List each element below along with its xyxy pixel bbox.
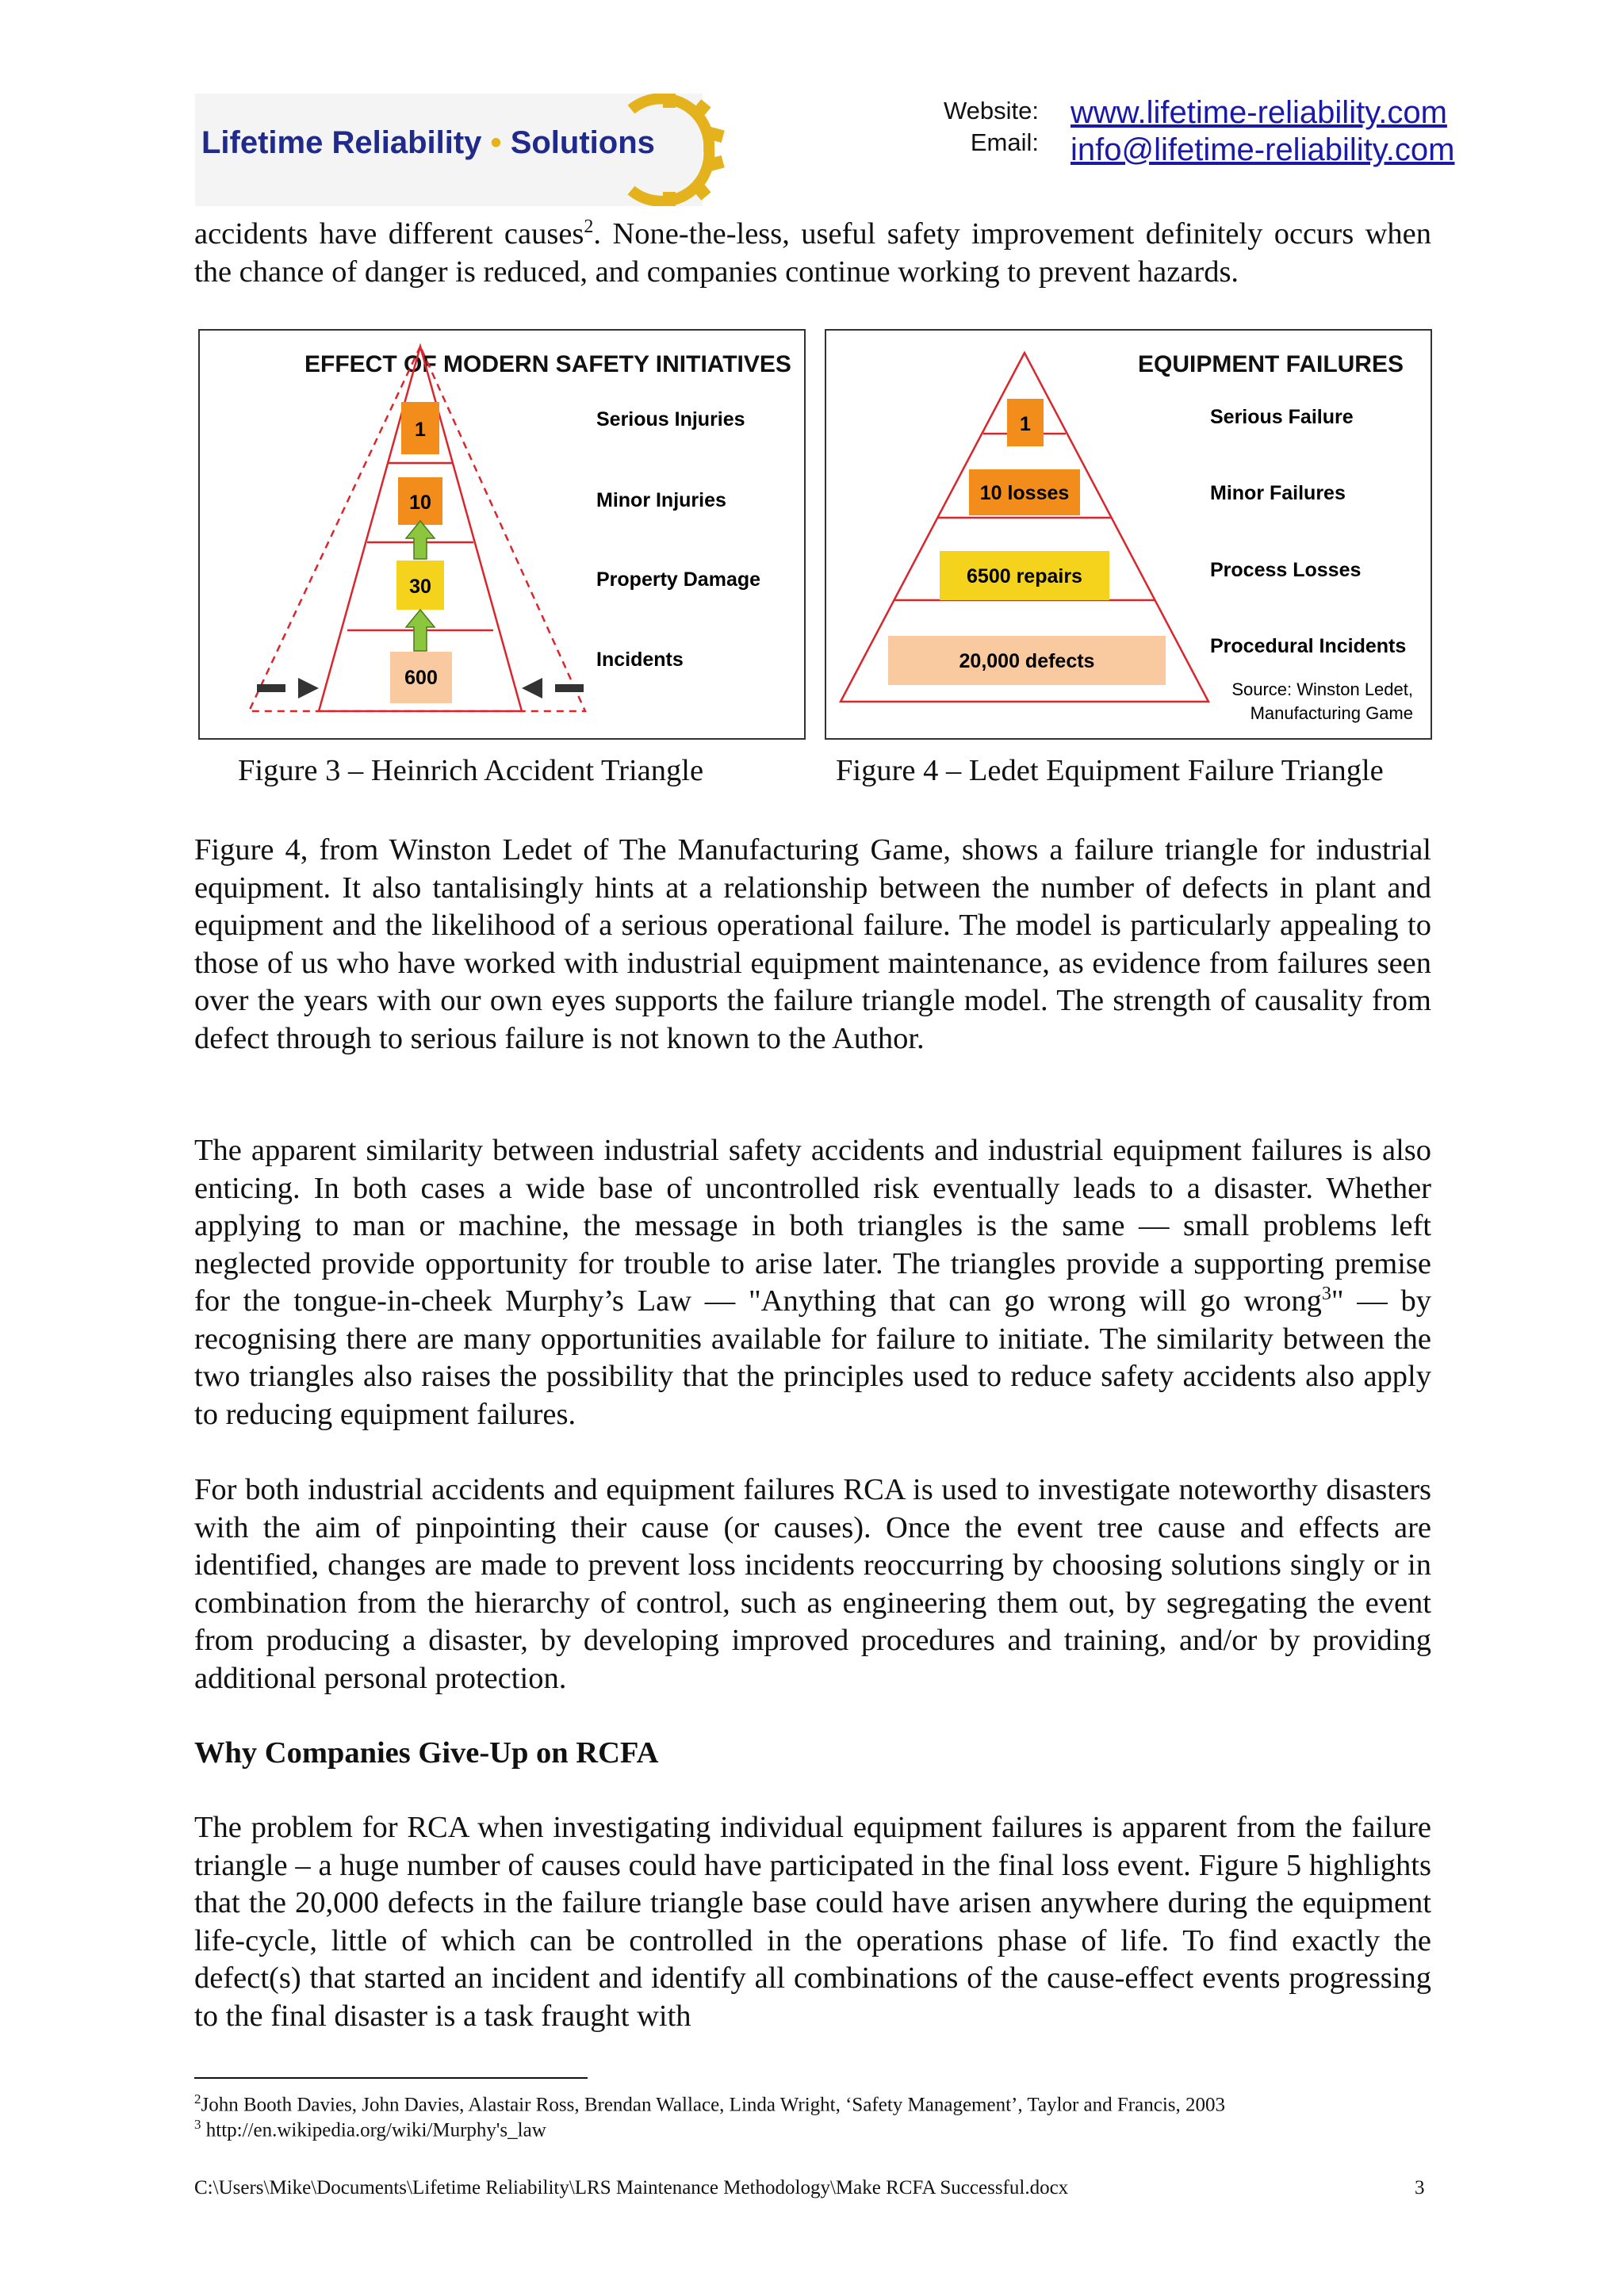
level-value: 10 [409, 492, 431, 514]
level-value: 600 [404, 667, 438, 689]
figure-4-title: EQUIPMENT FAILURES [1137, 351, 1404, 377]
text-span: The apparent similarity between industrial safety accidents and industrial equipment failures is also enticing. In both cases a wide base of uncontrolled risk eventually leads to a disaster. Whether applying to man or machine, the message in both triangles is the same — small problems left neglected provide opportunity for trouble to arise later. The triangles provide a supporting premise for the tongue-in-cheek Murphy’s Law — "Anything that can go wrong will go wrong [194, 1134, 1431, 1318]
left-dash-icon [257, 684, 285, 692]
text-span: . None-the-less, useful safety improvement definitely occurs when the chance of danger is reduced, and companies continue working to prevent hazards. [194, 217, 1431, 289]
heinrich-triangle-diagram [200, 331, 804, 738]
logo-wordmark [201, 125, 655, 161]
text-span: " — by recognising there are many opportunities available for failure to initiate. The similarity between the two triangles also raises the possibility that the principles used to reduce safety accidents also apply to reducing equipment failures. [194, 1284, 1432, 1431]
logo-accent: Solutions [510, 125, 655, 160]
right-dash-icon [555, 684, 584, 692]
footnote-3 [194, 2117, 546, 2141]
level-label: Serious Failure [1210, 406, 1354, 428]
section-heading: Why Companies Give-Up on RCFA [194, 1736, 659, 1770]
figure-4-source: Source: Winston Ledet, [1231, 679, 1413, 699]
figure-3-heinrich-triangle [198, 329, 806, 740]
figure-4-caption: Figure 4 – Ledet Equipment Failure Triangle [836, 754, 1384, 787]
email-label: Email: [970, 128, 1039, 156]
level-label: Property Damage [596, 568, 761, 591]
figure-3-caption: Figure 3 – Heinrich Accident Triangle [238, 754, 704, 787]
level-label: Incidents [596, 649, 684, 671]
company-logo [195, 94, 703, 206]
text-span: accidents have different causes [194, 217, 584, 251]
level-label: Minor Failures [1210, 482, 1346, 504]
footnote-number: 3 [194, 2117, 201, 2132]
paragraph-similarity [194, 1132, 1431, 1433]
level-value: 20,000 defects [959, 650, 1095, 672]
level-value: 6500 repairs [967, 565, 1082, 587]
figure-4-ledet-triangle [825, 329, 1432, 740]
logo-dot: • [490, 125, 502, 160]
email-link[interactable]: info@lifetime-reliability.com [1071, 132, 1455, 167]
gear-icon [615, 94, 726, 206]
footnote-2 [194, 2091, 1225, 2116]
level-label: Serious Injuries [596, 408, 745, 430]
website-link[interactable]: www.lifetime-reliability.com [1071, 95, 1447, 130]
footnote-number: 2 [194, 2091, 201, 2107]
footnote-link[interactable]: http://en.wikipedia.org/wiki/Murphy's_law [201, 2119, 546, 2141]
figure-4-source: Manufacturing Game [1250, 703, 1413, 723]
paragraph-figure4: Figure 4, from Winston Ledet of The Manufacturing Game, shows a failure triangle for industrial equipment. It also tantalisingly hints at a relationship between the number of defects in plant and equipment and the likelihood of a serious operational failure. The model is particularly appealing to those of us who have worked with industrial equipment maintenance, as evidence from failures seen over the years with our own eyes supports the failure triangle model. The strength of causality from defect through to serious failure is not known to the Author. [194, 833, 1431, 1055]
paragraph-problem: The problem for RCA when investigating individual equipment failures is apparent from the failure triangle – a huge number of causes could have participated in the final loss event. Figure 5 highlights that the 20,000 defects in the failure triangle base could have arisen anywhere during the equipment life-cycle, little of which can be controlled in the operations phase of life. To find exactly the defect(s) that started an incident and identify all combinations of the cause-effect events progressing to the final disaster is a task fraught with [194, 1811, 1431, 2033]
logo-brand: Lifetime Reliability [201, 125, 482, 160]
paragraph-rca: For both industrial accidents and equipment failures RCA is used to investigate noteworthy disasters with the aim of pinpointing their cause (or causes). Once the event tree cause and effects are identified, changes are made to prevent loss incidents reoccurring by choosing solutions singly or in combination from the hierarchy of control, such as engineering them out, by segregating the event from producing a disaster, by developing improved procedures and training, and/or by providing additional personal protection. [194, 1473, 1431, 1695]
footnote-ref-3[interactable]: 3 [1321, 1284, 1331, 1305]
ledet-triangle-diagram [826, 331, 1431, 738]
level-label: Procedural Incidents [1210, 635, 1407, 657]
right-pointer-icon [298, 678, 319, 698]
level-value: 30 [409, 576, 431, 598]
level-value: 1 [415, 419, 426, 441]
footnote-text: John Booth Davies, John Davies, Alastair Ross, Brendan Wallace, Linda Wright, ‘Safety Management’, Taylor and Francis, 2003 [201, 2094, 1226, 2116]
level-label: Minor Injuries [596, 489, 726, 511]
level-value: 1 [1020, 413, 1031, 435]
footnote-ref-2[interactable]: 2 [584, 216, 594, 238]
footnote-separator [194, 2077, 588, 2079]
up-arrow-icon [406, 521, 435, 559]
footer-file-path: C:\Users\Mike\Documents\Lifetime Reliability\LRS Maintenance Methodology\Make RCFA Successful.docx [194, 2177, 1069, 2198]
figure-3-title: EFFECT OF MODERN SAFETY INITIATIVES [304, 351, 791, 377]
level-label: Process Losses [1210, 559, 1362, 581]
left-pointer-icon [522, 678, 542, 698]
website-label: Website: [943, 97, 1039, 124]
page-number: 3 [1415, 2177, 1425, 2198]
level-value: 10 losses [979, 482, 1070, 504]
paragraph-intro [194, 216, 1431, 291]
